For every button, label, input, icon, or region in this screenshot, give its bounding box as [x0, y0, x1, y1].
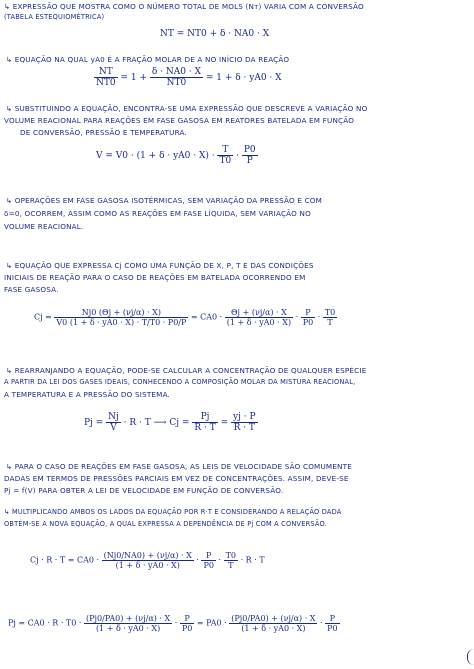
fraction: $\frac{P}{P0}$ [327, 614, 338, 633]
fraction: $\frac{(Nj0/NA0) + (\nu j/\alpha) \cdot X}{(1 + \delta \cdot yA0 \cdot X)}$ [103, 551, 192, 570]
equation-partial-pressure: Pj = CA0 · R · T0 · $\frac{(Pj0/PA0) + (\nu j/\alpha) \cdot X}{(1 + \delta \cdot yA0 \cdot X)}$ · $\frac{P}{P0}$ = PA0 · $\frac{(Pj0/PA0) + (\nu j/\alpha) \cdot X}{(1 + \delta \cdot yA0 \cdot X)}$ · $\frac{P}{P0}$ [8, 614, 338, 633]
fraction: $\frac{Nj}{V}$ [108, 412, 119, 433]
text-line-2: (TABELA ESTEQUIOMÉTRICA) [4, 13, 105, 21]
fraction: $\frac{P0}{P}$ [243, 145, 256, 166]
text-line-13: ↳ REARRANJANDO A EQUAÇÃO, PODE-SE CALCULAR A CONCENTRAÇÃO DE QUALQUER ESPÉCIE [6, 366, 367, 375]
fraction: $\frac{T0}{T}$ [324, 308, 336, 327]
fraction: $\frac{T}{T0}$ [219, 145, 232, 166]
page-edge-mark [467, 649, 474, 665]
text-line-8: δ=0, OCORREM, ASSIM COMO AS REAÇÕES EM FASE LÍQUIDA, SEM VARIAÇÃO NO [4, 209, 311, 218]
fraction: $\frac{(Pj0/PA0) + (\nu j/\alpha) \cdot X}{(1 + \delta \cdot yA0 \cdot X)}$ [85, 614, 171, 633]
fraction: $\frac{P}{P0}$ [203, 551, 214, 570]
fraction: $\frac{P}{P0}$ [181, 614, 193, 633]
text-line-9: VOLUME REACIONAL. [4, 222, 84, 231]
text-line-11: INICIAIS DE REAÇÃO PARA O CASO DE REAÇÕES EM BATELADA OCORRENDO EM [4, 273, 306, 282]
fraction: $\frac{NT}{NT0}$ [96, 67, 116, 88]
equation-rt-multiplied: Cj · R · T = CA0 · $\frac{(Nj0/NA0) + (\nu j/\alpha) \cdot X}{(1 + \delta \cdot yA0 \cdot X)}$ · $\frac{P}{P0}$ · $\frac{T0}{T}$ · R · T [30, 551, 265, 570]
text-line-6: DE CONVERSÃO, PRESSÃO E TEMPERATURA. [20, 128, 187, 137]
text-line-5: VOLUME REACIONAL PARA REAÇÕES EM FASE GASOSA EM REATORES BATELADA EM FUNÇÃO [4, 116, 355, 125]
text-line-14: A PARTIR DA LEI DOS GASES IDEAIS, CONHECENDO A COMPOSIÇÃO MOLAR DA MISTURA REACIONAL, [4, 378, 356, 386]
text-line-7: ↳ OPERAÇÕES EM FASE GASOSA ISOTÉRMICAS, SEM VARIAÇÃO DA PRESSÃO E COM [6, 196, 323, 205]
text-line-20: OBTÉM-SE A NOVA EQUAÇÃO, A QUAL EXPRESSA A DEPENDÊNCIA DE Pj COM A CONVERSÃO. [4, 520, 327, 528]
fraction: $\frac{(Pj0/PA0) + (\nu j/\alpha) \cdot X}{(1 + \delta \cdot yA0 \cdot X)}$ [231, 614, 316, 633]
fraction: $\frac{T0}{T}$ [225, 551, 237, 570]
fraction: $\frac{Pj}{R \cdot T}$ [194, 412, 216, 433]
text-line-15: A TEMPERATURA E A PRESSÃO DO SISTEMA. [4, 390, 171, 399]
text-line-17: DADAS EM TERMOS DE PRESSÕES PARCIAIS EM VEZ DE CONCENTRAÇÕES. ASSIM, DEVE-SE [4, 474, 349, 483]
fraction: $\frac{\delta \cdot NA0 \cdot X}{NT0}$ [151, 67, 201, 88]
text-line-16: ↳ PARA O CASO DE REAÇÕES EM FASE GASOSA, AS LEIS DE VELOCIDADE SÃO COMUMENTE [6, 462, 352, 471]
text-line-1: ↳ EXPRESSÃO QUE MOSTRA COMO O NÚMERO TOTAL DE MOLS (Nт) VARIA COM A CONVERSÃO [4, 2, 364, 11]
text-line-3: ↳ EQUAÇÃO NA QUAL yA0 É A FRAÇÃO MOLAR DE A NO INÍCIO DA REAÇÃO [6, 55, 290, 64]
text-line-18: Pj = f(V) PARA OBTER A LEI DE VELOCIDADE EM FUNÇÃO DE CONVERSÃO. [4, 486, 284, 495]
equation-concentration: Cj = $\frac{Nj0 (\Theta j + (\nu j/\alpha) \cdot X)}{V0 (1 + \delta \cdot yA0 \cdot X) \cdot T/T0 \cdot P0/P}$ = CA0 · $\frac{\Theta j + (\nu j/\alpha) \cdot X}{(1 + \delta \cdot yA0 \cdot X)}$ · $\frac{P}{P0}$ · $\frac{T0}{T}$ [34, 308, 336, 327]
fraction: $\frac{\Theta j + (\nu j/\alpha) \cdot X}{(1 + \delta \cdot yA0 \cdot X)}$ [226, 308, 292, 327]
equation-mole-ratio: $\frac{NT}{NT0}$ = 1 + $\frac{\delta \cdot NA0 \cdot X}{NT0}$ = 1 + δ · yA0 · X [96, 67, 282, 88]
fraction: $\frac{Nj0 (\Theta j + (\nu j/\alpha) \cdot X)}{V0 (1 + \delta \cdot yA0 \cdot X) \cdot T/T0 \cdot P0/P}$ [56, 308, 187, 327]
fraction: $\frac{P}{P0}$ [302, 308, 314, 327]
text-line-19: ↳ MULTIPLICANDO AMBOS OS LADOS DA EQUAÇÃO POR R·T E CONSIDERANDO A RELAÇÃO DADA [4, 508, 342, 516]
equation-volume: V = V0 · (1 + δ · yA0 · X) · $\frac{T}{T0}$ · $\frac{P0}{P}$ [96, 145, 256, 166]
fraction: $\frac{yj \cdot P}{R \cdot T}$ [233, 412, 256, 433]
text-line-10: ↳ EQUAÇÃO QUE EXPRESSA Cj COMO UMA FUNÇÃO DE X, P, T E DAS CONDIÇÕES [6, 261, 314, 270]
text-line-4: ↳ SUBSTITUINDO A EQUAÇÃO, ENCONTRA-SE UMA EXPRESSÃO QUE DESCREVE A VARIAÇÃO NO [6, 104, 368, 113]
equation-total-moles: NT = NT0 + δ · NA0 · X [160, 29, 270, 39]
equation-ideal-gas: Pj = $\frac{Nj}{V}$ · R · T ⟶ Cj = $\frac{Pj}{R \cdot T}$ = $\frac{yj \cdot P}{R \cdot T}$ [84, 412, 256, 433]
text-line-12: FASE GASOSA. [4, 285, 59, 294]
